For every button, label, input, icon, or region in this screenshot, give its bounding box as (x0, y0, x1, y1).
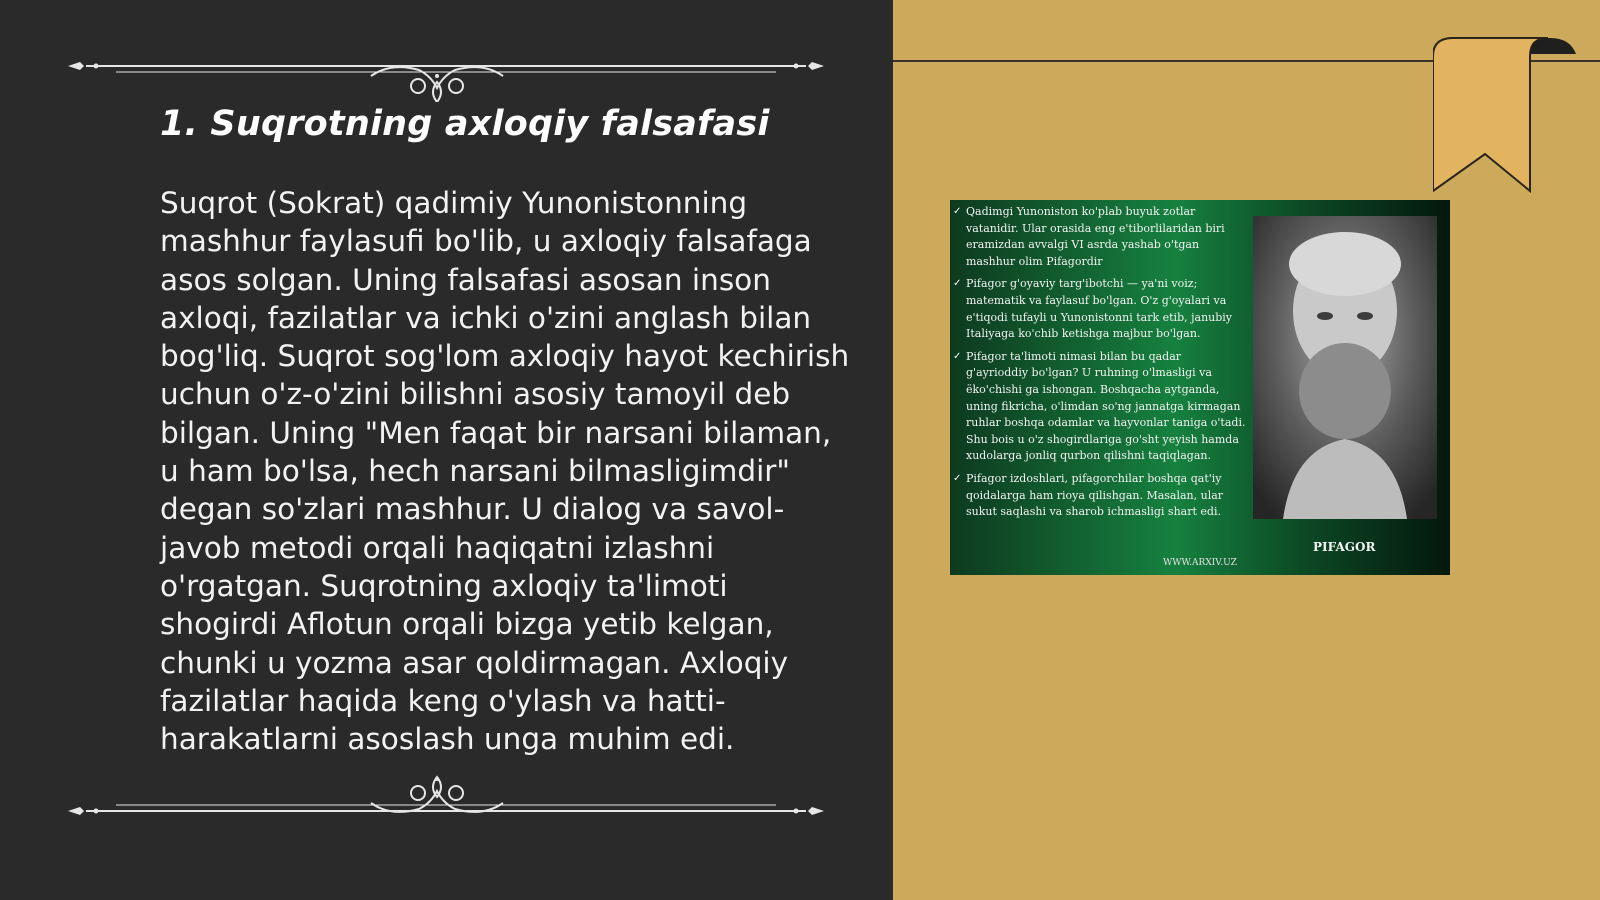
slide-title: 1. Suqrotning axloqiy falsafasi (160, 104, 770, 144)
image-bullet: ✓ Pifagor ta'limoti nimasi bilan bu qadar g'ayrioddiy bo'lgan? U ruhning o'lmasligi va ёko'chishi ga ishongan. Boshqacha aytganda, uning fikricha, o'limdan so'ng jannatga kirmagan ruhlar boshqa odamlar va hayvonlar taniga o'tadi. Shu bois u o'z shogirdlariga go'sht yeyish hamda xudolarga jonliq qurbon qilishni taqiqlagan. (956, 349, 1246, 465)
image-bullet-list (956, 204, 1246, 527)
bookmark-ribbon-icon (1433, 36, 1600, 198)
image-bullet: ✓ Pifagor g'oyaviy targ'ibotchi — ya'ni voiz; matematik va faylasuf bo'lgan. O'z g'oyalari va e'tiqodi tufayli u Yunonistonni tark etib, janubiy Italiyaga ko'chib ketishga majbur bo'lgan. (956, 276, 1246, 342)
scroll-divider-top-icon (66, 52, 826, 102)
pifagor-bust-portrait (1253, 216, 1437, 519)
image-bullet: ✓ Qadimgi Yunoniston ko'plab buyuk zotlar vatanidir. Ular orasida eng e'tiborlilaridan biri eramizdan avvalgi VI asrda yashab o'tgan mashhur olim Pifagordir (956, 204, 1246, 270)
pifagor-slide-image (950, 200, 1450, 575)
body-paragraph: Suqrot (Sokrat) qadimiy Yunonistonning mashhur faylasufi bo'lib, u axloqiy falsafaga asos solgan. Uning falsafasi asosan inson axloqi, fazilatlar va ichki o'zini anglash bilan bog'liq. Suqrot sog'lom axloqiy hayot kechirish uchun o'z-o'zini bilishni asosiy tamoyil deb bilgan. Uning "Men faqat bir narsani bilaman, u ham bo'lsa, hech narsani bilmasligimdir" degan so'zlari mashhur. U dialog va savol-javob metodi orqali haqiqatni izlashni o'rgatgan. Suqrotning axloqiy ta'limoti shogirdi Aflotun orqali bizga yetib kelgan, chunki u yozma asar qoldirmagan. Axloqiy fazilatlar haqida keng o'ylash va hatti-harakatlarni asoslash unga muhim edi. (160, 186, 850, 757)
scroll-divider-bottom-icon (66, 775, 826, 825)
image-caption: PIFAGOR (1313, 540, 1376, 554)
image-bullet: ✓ Pifagor izdoshlari, pifagorchilar boshqa qat'iy qoidalarga ham rioya qilishgan. Masalan, ular sukut saqlashi va sharob ichmasligi shart edi. (956, 471, 1246, 521)
image-source: WWW.ARXIV.UZ (1163, 558, 1237, 568)
